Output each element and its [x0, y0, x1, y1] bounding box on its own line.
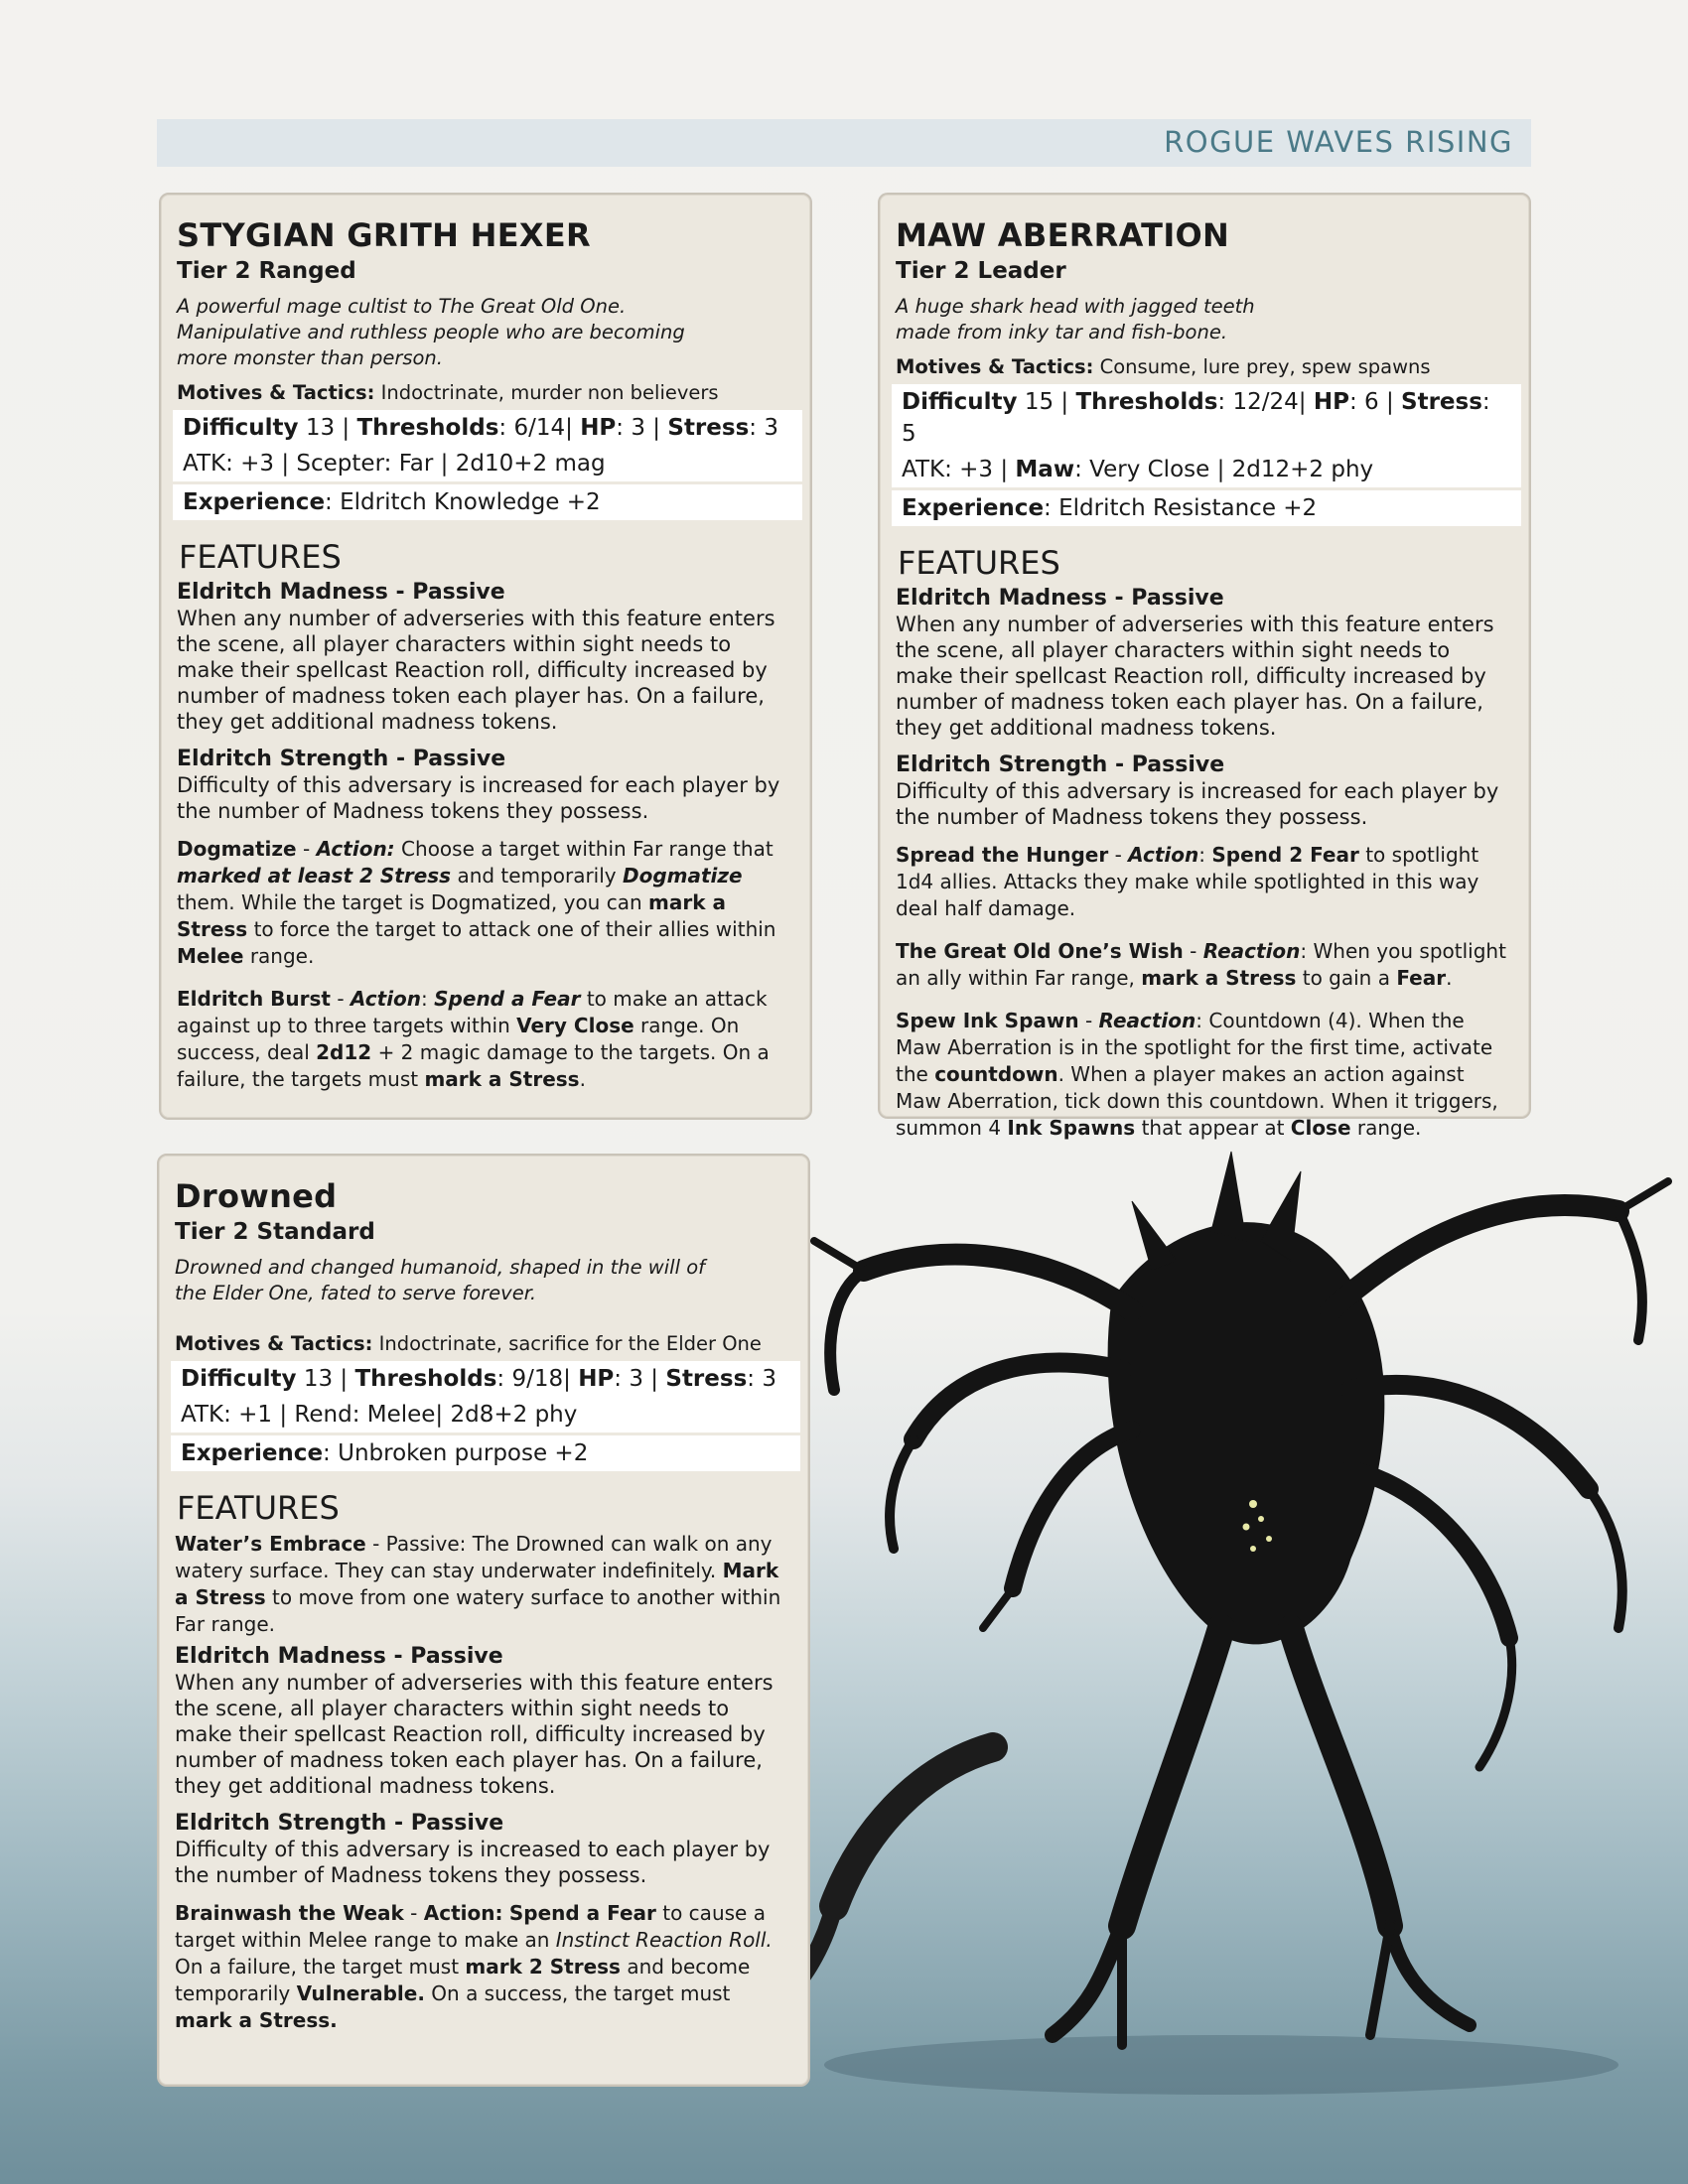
adversary-description: A huge shark head with jagged teeth made from inky tar and fish-bone. — [896, 295, 1255, 343]
motives-tactics: Motives & Tactics: Indoctrinate, sacrifice for the Elder One — [175, 1332, 762, 1355]
feature-eldritch-strength: Eldritch Strength - Passive Difficulty of this adversary is increased for each player by the number of Madness tokens they possess. — [896, 752, 1499, 829]
stat-block-stygian-grith-hexer — [159, 193, 812, 1120]
features-heading: FEATURES — [179, 538, 342, 576]
features-heading: FEATURES — [898, 544, 1060, 582]
feature-brainwash-the-weak: Brainwash the Weak - Action: Spend a Fear to cause a target within Melee range to make an Instinct Reaction Roll. On a failure, the target must mark 2 Stress and become temporarily Vulnerable. On a success, the target must mark a Stress. — [175, 1901, 773, 2032]
motives-tactics: Motives & Tactics: Consume, lure prey, spew spawns — [896, 355, 1431, 378]
adversary-description: Drowned and changed humanoid, shaped in the will of the Elder One, fated to serve forever. — [175, 1256, 706, 1304]
attack-row: ATK: +1 | Rend: Melee| 2d8+2 phy — [181, 1402, 578, 1428]
stat-block-drowned — [157, 1154, 810, 2087]
experience-row: Experience: Eldritch Knowledge +2 — [173, 481, 802, 520]
feature-eldritch-madness: Eldritch Madness - Passive When any number of adverseries with this feature enters the scene, all player characters within sight needs to make their spellcast Reaction roll, difficulty increased by number of madness token each player has. On a failure, they get additional madness tokens. — [175, 1644, 774, 1798]
adversary-name: STYGIAN GRITH HEXER — [177, 216, 591, 254]
attack-row: ATK: +3 | Scepter: Far | 2d10+2 mag — [183, 451, 606, 477]
adversary-name: MAW ABERRATION — [896, 216, 1230, 254]
stat-box — [173, 410, 802, 520]
adversary-tier: Tier 2 Leader — [896, 258, 1066, 284]
feature-eldritch-burst: Eldritch Burst - Action: Spend a Fear to make an attack against up to three targets within Very Close range. On success, deal 2d12 + 2 magic damage to the targets. On a failure, the targets must mark a Stress. — [177, 987, 770, 1091]
header-bar — [157, 119, 1531, 167]
attack-row: ATK: +3 | Maw: Very Close | 2d12+2 phy — [902, 457, 1374, 482]
feature-eldritch-strength: Eldritch Strength - Passive Difficulty of this adversary is increased for each player by the number of Madness tokens they possess. — [177, 747, 780, 823]
motives-tactics: Motives & Tactics: Indoctrinate, murder non believers — [177, 381, 719, 404]
features-heading: FEATURES — [177, 1489, 340, 1527]
feature-waters-embrace: Water’s Embrace - Passive: The Drowned can walk on any watery surface. They can stay underwater indefinitely. Mark a Stress to move from one watery surface to another within Far range. — [175, 1532, 781, 1636]
stat-block-maw-aberration — [878, 193, 1531, 1140]
stats-row: Difficulty 15 | Thresholds: 12/24| HP: 6 | Stress: 5 — [902, 389, 1490, 447]
feature-eldritch-madness: Eldritch Madness - Passive When any number of adverseries with this feature enters the scene, all player characters within sight needs to make their spellcast Reaction roll, difficulty increased by number of madness token each player has. On a failure, they get additional madness tokens. — [896, 586, 1494, 740]
experience-row: Experience: Unbroken purpose +2 — [171, 1433, 800, 1471]
stats-row: Difficulty 13 | Thresholds: 6/14| HP: 3 | Stress: 3 — [183, 415, 778, 441]
adversary-name: Drowned — [175, 1177, 338, 1215]
feature-spew-ink-spawn: Spew Ink Spawn - Reaction: Countdown (4). When the Maw Aberration is in the spotlight for the first time, activate the countdown. When a player makes an action against Maw Aberration, tick down this countdown. When it triggers, summon 4 Ink Spawns that appear at Close range. — [896, 1009, 1498, 1140]
experience-row: Experience: Eldritch Resistance +2 — [892, 487, 1521, 526]
header-title: ROGUE WAVES RISING — [1164, 125, 1513, 159]
feature-eldritch-madness: Eldritch Madness - Passive When any number of adverseries with this feature enters the scene, all player characters within sight needs to make their spellcast Reaction roll, difficulty increased by number of madness token each player has. On a failure, they get additional madness tokens. — [177, 580, 775, 734]
eldritch-monster-illustration — [794, 1112, 1688, 2105]
stats-row: Difficulty 13 | Thresholds: 9/18| HP: 3 | Stress: 3 — [181, 1366, 776, 1392]
feature-great-old-ones-wish: The Great Old One’s Wish - Reaction: When you spotlight an ally within Far range, mark a Stress to gain a Fear. — [896, 939, 1506, 990]
feature-spread-the-hunger: Spread the Hunger - Action: Spend 2 Fear to spotlight 1d4 allies. Attacks they make while spotlighted in this way deal half damage. — [896, 843, 1479, 920]
feature-dogmatize: Dogmatize - Action: Choose a target within Far range that marked at least 2 Stress and temporarily Dogmatize them. While the target is Dogmatized, you can mark a Stress to force the target to attack one of their allies within Melee range. — [177, 837, 776, 968]
stat-box — [892, 384, 1521, 526]
adversary-description: A powerful mage cultist to The Great Old One. Manipulative and ruthless people who are becoming more monster than person. — [177, 295, 685, 369]
adversary-tier: Tier 2 Standard — [175, 1219, 375, 1245]
adversary-tier: Tier 2 Ranged — [177, 258, 356, 284]
feature-eldritch-strength: Eldritch Strength - Passive Difficulty of this adversary is increased to each player by the number of Madness tokens they possess. — [175, 1811, 771, 1887]
stat-box — [171, 1361, 800, 1471]
